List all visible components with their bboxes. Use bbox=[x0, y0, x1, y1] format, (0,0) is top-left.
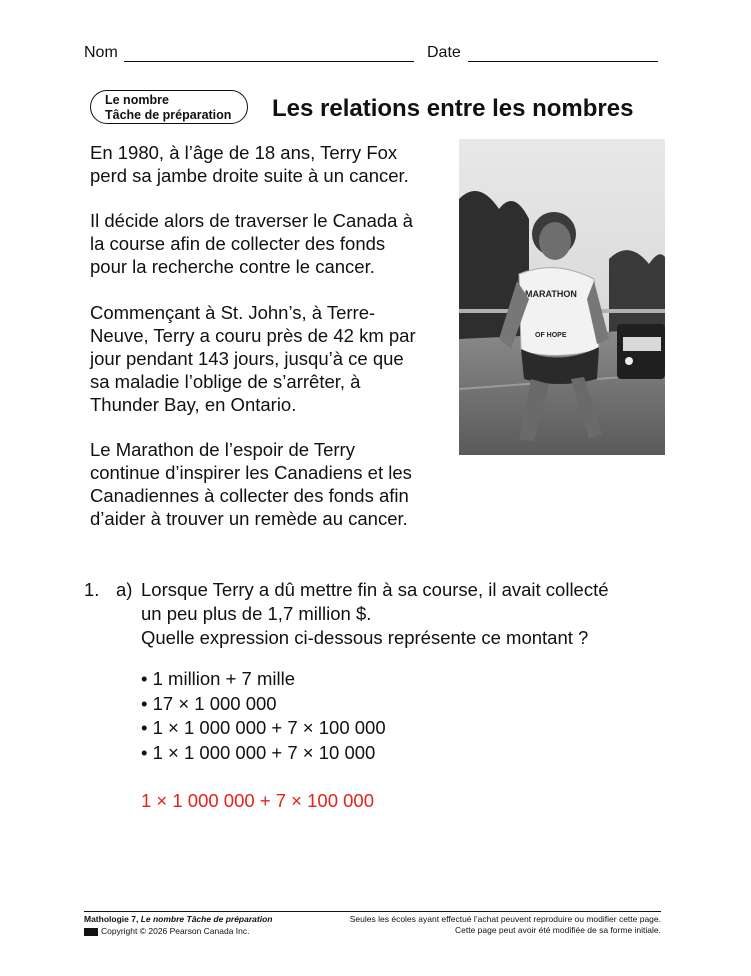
text-line: Il décide alors de traverser le Canada à bbox=[90, 210, 413, 231]
text-line: jour pendant 143 jours, jusqu’à ce que bbox=[90, 348, 404, 369]
date-field-line[interactable] bbox=[468, 61, 658, 62]
footer-rights bbox=[350, 914, 661, 936]
paragraph-2 bbox=[90, 209, 413, 278]
paragraph-4 bbox=[90, 438, 412, 530]
footer-copyright-text: Copyright © 2026 Pearson Canada Inc. bbox=[101, 926, 250, 936]
text-line: la course afin de collecter des fonds bbox=[90, 233, 386, 254]
pearson-logo-icon bbox=[84, 928, 98, 936]
text-line: continue d’inspirer les Canadiens et les bbox=[90, 462, 412, 483]
option-item: • 17 × 1 000 000 bbox=[141, 692, 277, 714]
question-text bbox=[141, 578, 609, 650]
footer-book-italic: Le nombre Tâche de préparation bbox=[140, 914, 273, 924]
question-line: Lorsque Terry a dû mettre fin à sa course, il avait collecté bbox=[141, 579, 609, 600]
terry-fox-photo bbox=[459, 139, 665, 455]
text-line: sa maladie l’oblige de s’arrêter, à bbox=[90, 371, 361, 392]
footer-copyright bbox=[84, 926, 250, 937]
correct-answer: 1 × 1 000 000 + 7 × 100 000 bbox=[141, 790, 375, 811]
text-line: Neuve, Terry a couru près de 42 km par bbox=[90, 325, 416, 346]
page-title: Les relations entre les nombres bbox=[272, 95, 634, 122]
option-item: • 1 × 1 000 000 + 7 × 10 000 bbox=[141, 741, 376, 763]
footer-book bbox=[84, 914, 272, 925]
answer-options bbox=[141, 667, 386, 765]
option-item: • 1 million + 7 mille bbox=[141, 668, 296, 689]
footer-rights-line-2: Cette page peut avoir été modifiée de sa forme initiale. bbox=[454, 925, 661, 935]
option-item: • 1 × 1 000 000 + 7 × 100 000 bbox=[141, 717, 386, 738]
text-line: Thunder Bay, en Ontario. bbox=[90, 394, 297, 415]
name-field-line[interactable] bbox=[124, 61, 414, 62]
footer-book-title: Mathologie 7, bbox=[84, 914, 139, 924]
badge-line-1: Le nombre bbox=[105, 93, 169, 107]
text-line: perd sa jambe droite suite à un cancer. bbox=[90, 165, 409, 186]
question-line: un peu plus de 1,7 million $. bbox=[141, 603, 372, 624]
shirt-text-bottom: OF HOPE bbox=[535, 332, 567, 339]
footer-divider bbox=[84, 911, 661, 912]
paragraph-3 bbox=[90, 301, 416, 416]
text-line: d’aider à trouver un remède au cancer. bbox=[90, 508, 408, 529]
footer-rights-line-1: Seules les écoles ayant effectué l’achat peuvent reproduire ou modifier cette page. bbox=[349, 914, 661, 924]
badge-line-2: Tâche de préparation bbox=[105, 108, 232, 122]
date-label: Date bbox=[427, 44, 461, 61]
text-line: En 1980, à l’âge de 18 ans, Terry Fox bbox=[90, 142, 398, 163]
question-part: a) bbox=[116, 579, 133, 600]
text-line: Le Marathon de l’espoir de Terry bbox=[90, 439, 355, 460]
text-line: Commençant à St. John’s, à Terre- bbox=[90, 302, 376, 323]
text-line: pour la recherche contre le cancer. bbox=[90, 256, 375, 277]
paragraph-1 bbox=[90, 141, 409, 187]
shirt-text-top: MARATHON bbox=[525, 289, 577, 299]
text-line: Canadiennes à collecter des fonds afin bbox=[90, 485, 409, 506]
question-line: Quelle expression ci-dessous représente ce montant ? bbox=[141, 627, 589, 648]
topic-badge bbox=[90, 90, 248, 124]
name-label: Nom bbox=[84, 44, 118, 61]
question-number: 1. bbox=[84, 579, 100, 600]
